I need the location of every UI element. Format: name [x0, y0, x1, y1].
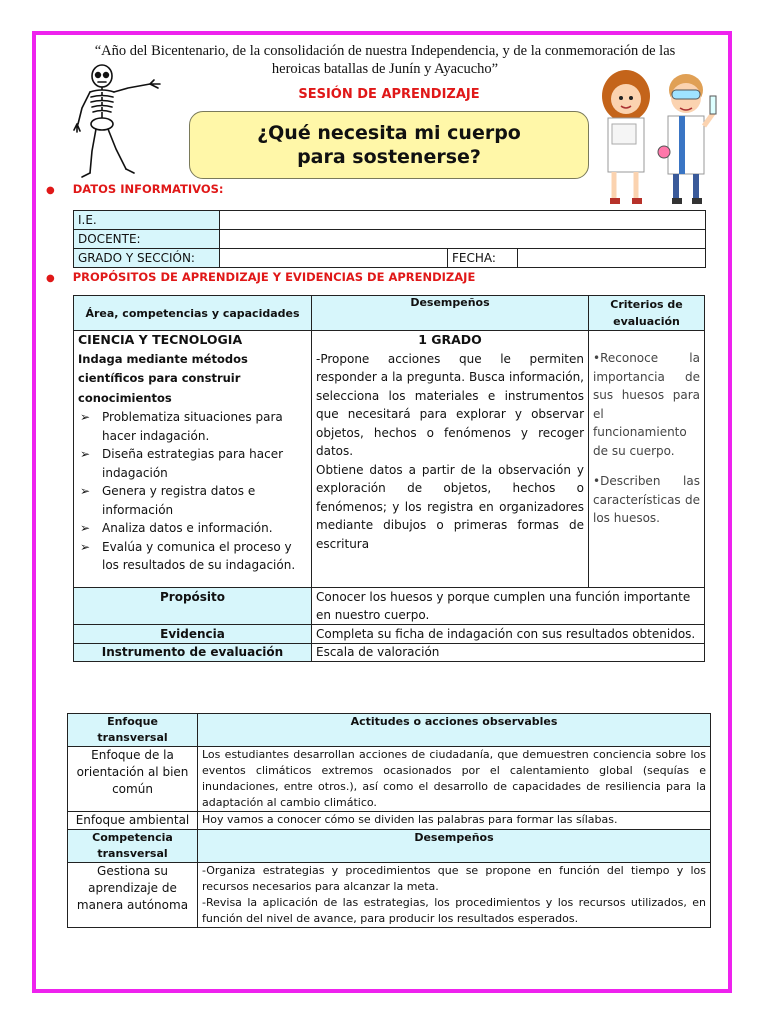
section-datos [46, 182, 224, 196]
fecha-label: FECHA: [448, 249, 518, 268]
criterio-text: •Reconoce la importancia de sus huesos para el funcionamiento de su cuerpo. [593, 351, 700, 458]
header-desempenos: Desempeños [312, 296, 589, 331]
desempeno-text: -Propone acciones que le permiten responder a la pregunta. Busca información, selecciona los materiales e instrumentos que necesitará para explorar y observar objetos, hechos o fenómenos y recoger datos. [316, 351, 584, 458]
enfoque-cell: Enfoque ambiental [68, 812, 198, 830]
docente-label: DOCENTE: [74, 230, 220, 249]
skeleton-illustration [72, 62, 168, 182]
grado-heading: 1 GRADO [418, 332, 482, 347]
actitud-cell: Hoy vamos a conocer cómo se dividen las palabras para formar las sílabas. [198, 812, 711, 830]
grado-label: GRADO Y SECCIÓN: [74, 249, 220, 268]
section-propositos-label: PROPÓSITOS DE APRENDIZAJE Y EVIDENCIAS DE APRENDIZAJE [72, 270, 476, 284]
instrumento-label: Instrumento de evaluación [74, 644, 312, 662]
header-actitudes: Actitudes o acciones observables [198, 714, 711, 747]
desempenos-cell [312, 331, 589, 588]
header-criterios: Criterios de evaluación [589, 296, 705, 331]
desempenos-transversal-cell [198, 863, 711, 928]
instrumento-value: Escala de valoración [312, 644, 705, 662]
grado-value[interactable] [220, 249, 448, 268]
ie-value[interactable] [220, 211, 706, 230]
section-datos-label: DATOS INFORMATIVOS: [72, 182, 224, 196]
capacidad-item: ➢ Evalúa y comunica el proceso y los resultados de su indagación. [78, 538, 307, 575]
header-desempenos-transversal: Desempeños [198, 830, 711, 863]
capacidades-list [78, 408, 307, 575]
ie-label: I.E. [74, 211, 220, 230]
fecha-value[interactable] [518, 249, 706, 268]
motto: “Año del Bicentenario, de la consolidación de nuestra Independencia, y de la conmemoración de las heroicas batallas de Junín y Ayacucho” [94, 43, 676, 77]
header-enfoque: Enfoque transversal [68, 714, 198, 747]
scientist-kids-illustration [598, 66, 728, 206]
session-label: SESIÓN DE APRENDIZAJE [298, 87, 480, 102]
capacidad-item: ➢ Genera y registra datos e información [78, 482, 307, 519]
capacidad-item: ➢ Problematiza situaciones para hacer indagación. [78, 408, 307, 445]
criterio-text: •Describen las características de los huesos. [593, 474, 700, 525]
session-title: ¿Qué necesita mi cuerpo para sostenerse? [257, 122, 521, 168]
capacidad-item: ➢ Analiza datos e información. [78, 519, 307, 538]
desempeno-text: -Revisa la aplicación de las estrategias, los procedimientos y los recursos utilizados, en función del nivel de avance, para producir los resultados esperados. [202, 896, 706, 925]
title-box [189, 111, 589, 179]
bullet-dot-icon: ● [46, 185, 55, 196]
desempeno-text: -Organiza estrategias y procedimientos que se propone en función del tiempo y los recursos necesarios para alcanzar la meta. [202, 864, 706, 893]
criterios-cell [589, 331, 705, 588]
proposito-label: Propósito [74, 588, 312, 625]
header-competencia: Competencia transversal [68, 830, 198, 863]
competencia-cell: Gestiona su aprendizaje de manera autónoma [68, 863, 198, 928]
evidencia-label: Evidencia [74, 625, 312, 644]
info-table [73, 210, 706, 268]
enfoque-cell: Enfoque de la orientación al bien común [68, 747, 198, 812]
desempeno-text: Obtiene datos a partir de la observación y exploración de objetos, hechos o fenómenos; y los registra en organizadores mediante dibujos o primeras formas de escritura [316, 462, 584, 551]
docente-value[interactable] [220, 230, 706, 249]
proposito-value: Conocer los huesos y porque cumplen una función importante en nuestro cuerpo. [312, 588, 705, 625]
purpose-table [73, 295, 705, 662]
evidencia-value: Completa su ficha de indagación con sus resultados obtenidos. [312, 625, 705, 644]
header-area: Área, competencias y capacidades [74, 296, 312, 331]
bullet-dot-icon: ● [46, 273, 55, 284]
section-propositos [46, 270, 475, 284]
capacidad-item: ➢ Diseña estrategias para hacer indagación [78, 445, 307, 482]
area-cell [74, 331, 312, 588]
actitud-cell: Los estudiantes desarrollan acciones de ciudadanía, que demuestren conciencia sobre los eventos climáticos extremos ocasionados por el calentamiento global (sequías e inundaciones, entre otros.), así como el desarrollo de capacidades de resiliencia para la adaptación al cambio climático. [198, 747, 711, 812]
competencia-name: Indaga mediante métodos científicos para construir conocimientos [78, 351, 248, 405]
approach-table [67, 713, 711, 928]
area-name: CIENCIA Y TECNOLOGIA [78, 332, 243, 347]
